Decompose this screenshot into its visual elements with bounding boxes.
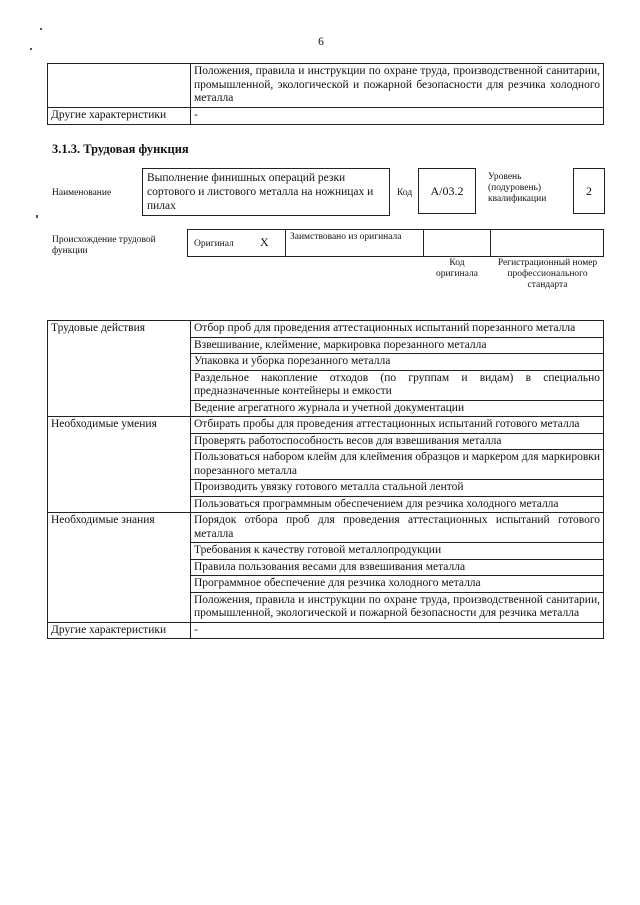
scan-speck	[40, 28, 42, 30]
origin-table	[187, 229, 604, 257]
table-cell: Положения, правила и инструкции по охране труда, производственной санитарии, промышленной, экологической и пожарной безопасности для резчика металла	[191, 592, 604, 622]
group-label: Трудовые действия	[48, 321, 191, 417]
row-text: -	[191, 108, 604, 125]
table-row	[48, 417, 604, 434]
group-label: Необходимые знания	[48, 513, 191, 623]
cell-divider	[285, 230, 286, 256]
borrowed-label: Заимствовано из оригинала	[290, 232, 402, 242]
table-cell: Ведение агрегатного журнала и учетной документации	[191, 400, 604, 417]
table-row	[48, 108, 604, 125]
original-mark: X	[260, 235, 269, 249]
table-cell: Раздельное накопление отходов (по группам и видам) в специально предназначенные контейнеры и емкости	[191, 370, 604, 400]
name-value: Выполнение финишных операций резки сортового и листового металла на ножницах и пилах	[142, 168, 390, 216]
table-cell: Взвешивание, клеймение, маркировка порезанного металла	[191, 337, 604, 354]
table-cell: Пользоваться набором клейм для клеймения образцов и маркером для маркировки порезанного металла	[191, 450, 604, 480]
row-label	[48, 64, 191, 108]
level-value: 2	[573, 168, 605, 214]
table-cell: Пользоваться программным обеспечением для резчика холодного металла	[191, 496, 604, 513]
section-title: 3.1.3. Трудовая функция	[52, 142, 189, 156]
table-row	[48, 64, 604, 108]
table-cell: Правила пользования весами для взвешивания металла	[191, 559, 604, 576]
cell-divider	[490, 230, 491, 256]
table-cell: Программное обеспечение для резчика холодного металла	[191, 576, 604, 593]
table-cell: Производить увязку готового металла стальной лентой	[191, 480, 604, 497]
table-cell: Порядок отбора проб для проведения аттестационных испытаний готового металла	[191, 513, 604, 543]
page-number: 6	[318, 36, 324, 48]
table-row	[48, 622, 604, 639]
table-cell: Отбор проб для проведения аттестационных испытаний порезанного металла	[191, 321, 604, 338]
group-label: Необходимые умения	[48, 417, 191, 513]
original-label: Оригинал	[194, 239, 234, 249]
cell-divider	[423, 230, 424, 256]
scan-speck	[30, 48, 32, 50]
table-cell: -	[191, 622, 604, 639]
table-row	[48, 513, 604, 543]
code-label: Код	[397, 188, 413, 198]
main-table	[47, 320, 604, 639]
top-table	[47, 63, 604, 125]
scan-speck	[36, 215, 38, 218]
table-cell: Отбирать пробы для проведения аттестационных испытаний готового металла	[191, 417, 604, 434]
name-label: Наименование	[52, 188, 112, 198]
group-label: Другие характеристики	[48, 622, 191, 639]
row-label: Другие характеристики	[48, 108, 191, 125]
origin-label: Происхождение трудовой функции	[52, 235, 156, 256]
code-caption: Код оригинала	[436, 258, 478, 279]
table-cell: Требования к качеству готовой металлопродукции	[191, 543, 604, 560]
row-text: Положения, правила и инструкции по охране труда, производственной санитарии, промышленной, экологической и пожарной безопасности для резчика холодного металла	[191, 64, 604, 108]
table-cell: Упаковка и уборка порезанного металла	[191, 354, 604, 371]
table-row	[48, 321, 604, 338]
code-value: А/03.2	[418, 168, 476, 214]
reg-caption: Регистрационный номер профессионального стандарта	[497, 258, 598, 290]
level-label: Уровень (подуровень) квалификации	[488, 172, 547, 204]
table-cell: Проверять работоспособность весов для взвешивания металла	[191, 433, 604, 450]
